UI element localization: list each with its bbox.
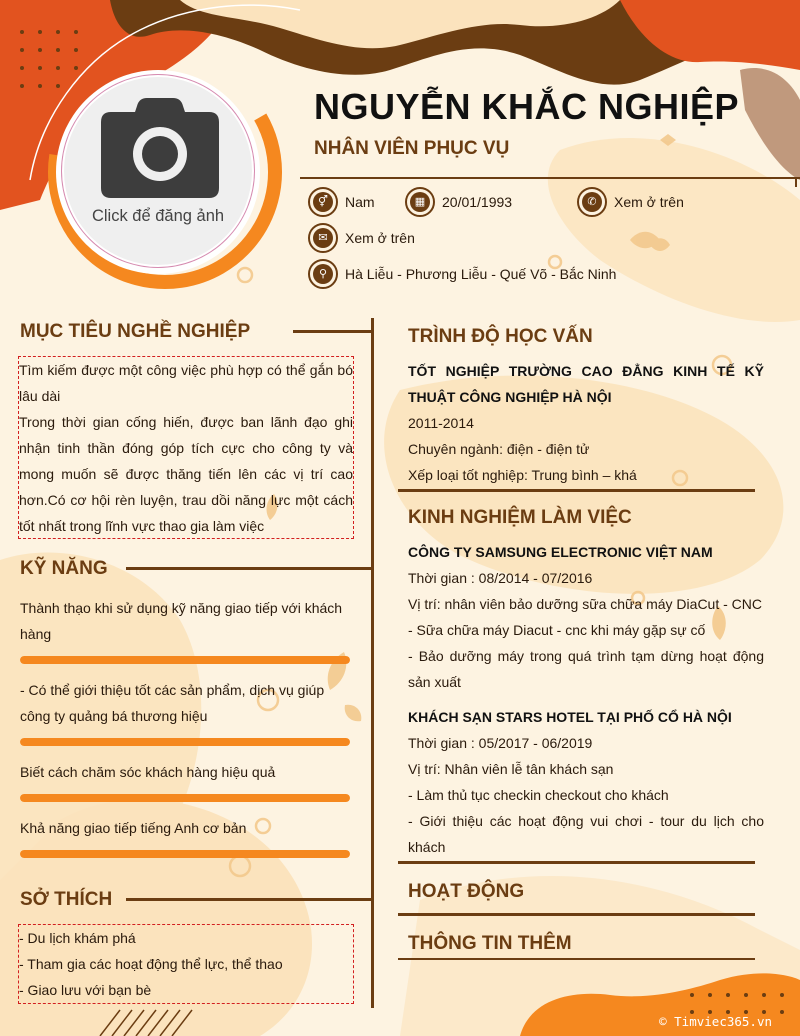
contact-address — [308, 259, 616, 289]
camera-icon — [101, 98, 219, 198]
column-divider — [371, 318, 374, 1008]
job-1-duty-1: - Sữa chữa máy Diacut - cnc khi máy gặp sự cố — [408, 622, 706, 638]
activities-title: HOẠT ĐỘNG — [408, 881, 525, 902]
hobby-item: - Giao lưu với bạn bè — [19, 982, 152, 998]
skill-2-text: - Có thể giới thiệu tốt các sản phẩm, dịch vụ giúp công ty quảng bá thương hiệu — [20, 682, 325, 724]
contact-address-value: Hà Liễu - Phương Liễu - Quế Võ - Bắc Ninh — [345, 266, 617, 282]
job-1-company: CÔNG TY SAMSUNG ELECTRONIC VIỆT NAM — [408, 544, 713, 560]
contact-email-value: Xem ở trên — [345, 230, 415, 246]
skill-1-text: Thành thạo khi sử dụng kỹ năng giao tiếp với khách hàng — [20, 600, 343, 642]
candidate-name: NGUYỄN KHẮC NGHIỆP — [314, 86, 740, 127]
phone-icon: ✆ — [577, 187, 607, 217]
skill-2-bar — [20, 738, 350, 746]
job-2-duty-2: - Giới thiệu các hoạt động vui chơi - tour du lịch cho khách — [408, 813, 764, 855]
skill-4-bar-fill — [20, 850, 350, 858]
skill-2-bar-fill — [20, 738, 350, 746]
education-school: TỐT NGHIỆP TRƯỜNG CAO ĐẲNG KINH TẾ KỸ THUẬT CÔNG NGHIỆP HÀ NỘI — [408, 363, 764, 405]
hobby-item: - Du lịch khám phá — [19, 930, 136, 946]
education-major: Chuyên ngành: điện - điện tử — [408, 441, 590, 457]
objective-paragraph-2: Trong thời gian cống hiến, được ban lãnh đạo ghi nhận tinh thần đóng góp tích cực cho công ty và mong muốn sẽ được thăng tiến lên các vị trí cao hơn.Có cơ hội rèn luyện, trau dồi năng lực một cách tốt nhất trong lĩnh vực thao gia làm việc — [19, 414, 353, 534]
skill-1-bar — [20, 656, 350, 664]
hobbies-rule — [126, 898, 373, 901]
contact-email — [308, 223, 415, 253]
experience-title: KINH NGHIỆM LÀM VIỆC — [408, 507, 632, 528]
contact-birthday-value: 20/01/1993 — [442, 194, 513, 210]
avatar-label: Click để đăng ảnh — [91, 207, 225, 225]
job-2-position: Vị trí: Nhân viên lễ tân khách sạn — [408, 761, 614, 777]
skill-3-bar-fill — [20, 794, 350, 802]
map-pin-icon: ⚲ — [308, 259, 338, 289]
job-1-time: Thời gian : 08/2014 - 07/2016 — [408, 570, 593, 586]
job-1-duty-2: - Bảo dưỡng máy trong quá trình tạm dừng hoạt động sản xuất — [408, 648, 764, 690]
additional-info-rule — [398, 958, 755, 960]
skill-3-bar — [20, 794, 350, 802]
job-2-company: KHÁCH SẠN STARS HOTEL TẠI PHỐ CỔ HÀ NỘI — [408, 709, 732, 725]
contact-gender — [308, 187, 375, 217]
objective-rule — [293, 330, 373, 333]
skill-4-bar — [20, 850, 350, 858]
hobby-item: - Tham gia các hoạt động thể lực, thể thao — [19, 956, 283, 972]
watermark: © Timviec365.vn — [659, 1014, 772, 1029]
job-2-duty-1: - Làm thủ tục checkin checkout cho khách — [408, 787, 669, 803]
objective-title: MỤC TIÊU NGHỀ NGHIỆP — [20, 321, 251, 342]
education-period: 2011-2014 — [408, 415, 474, 431]
education-title: TRÌNH ĐỘ HỌC VẤN — [408, 326, 593, 347]
activities-rule — [398, 913, 755, 916]
experience-job-1 — [408, 539, 764, 695]
objective-paragraph-1: Tìm kiếm được một công việc phù hợp có thể gắn bó lâu dài — [19, 362, 353, 404]
objective-text[interactable] — [18, 356, 354, 539]
header-divider — [300, 177, 800, 179]
hobbies-list[interactable] — [18, 924, 354, 1004]
calendar-icon: ▦ — [405, 187, 435, 217]
header-divider-tick — [795, 177, 797, 187]
envelope-icon: ✉ — [308, 223, 338, 253]
experience-rule — [398, 861, 755, 864]
skills-title: KỸ NĂNG — [20, 558, 108, 579]
contact-phone — [577, 187, 684, 217]
education-rule — [398, 489, 755, 492]
job-title: NHÂN VIÊN PHỤC VỤ — [314, 138, 510, 159]
hobbies-title: SỞ THÍCH — [20, 889, 113, 910]
gender-icon: ⚥ — [308, 187, 338, 217]
contact-gender-value: Nam — [345, 194, 375, 210]
skill-3-text: Biết cách chăm sóc khách hàng hiệu quả — [20, 764, 276, 780]
job-2-time: Thời gian : 05/2017 - 06/2019 — [408, 735, 593, 751]
education-grade: Xếp loại tốt nghiệp: Trung bình – khá — [408, 467, 637, 483]
experience-job-2 — [408, 704, 764, 860]
contact-birthday — [405, 187, 512, 217]
contact-phone-value: Xem ở trên — [614, 194, 684, 210]
skill-1-bar-fill — [20, 656, 350, 664]
skills-rule — [126, 567, 373, 570]
additional-info-title: THÔNG TIN THÊM — [408, 933, 572, 954]
education-block — [408, 358, 764, 488]
avatar-upload[interactable] — [62, 75, 254, 267]
job-1-position: Vị trí: nhân viên bảo dưỡng sữa chữa máy DiaCut - CNC — [408, 596, 762, 612]
skill-4-text: Khả năng giao tiếp tiếng Anh cơ bản — [20, 820, 247, 836]
